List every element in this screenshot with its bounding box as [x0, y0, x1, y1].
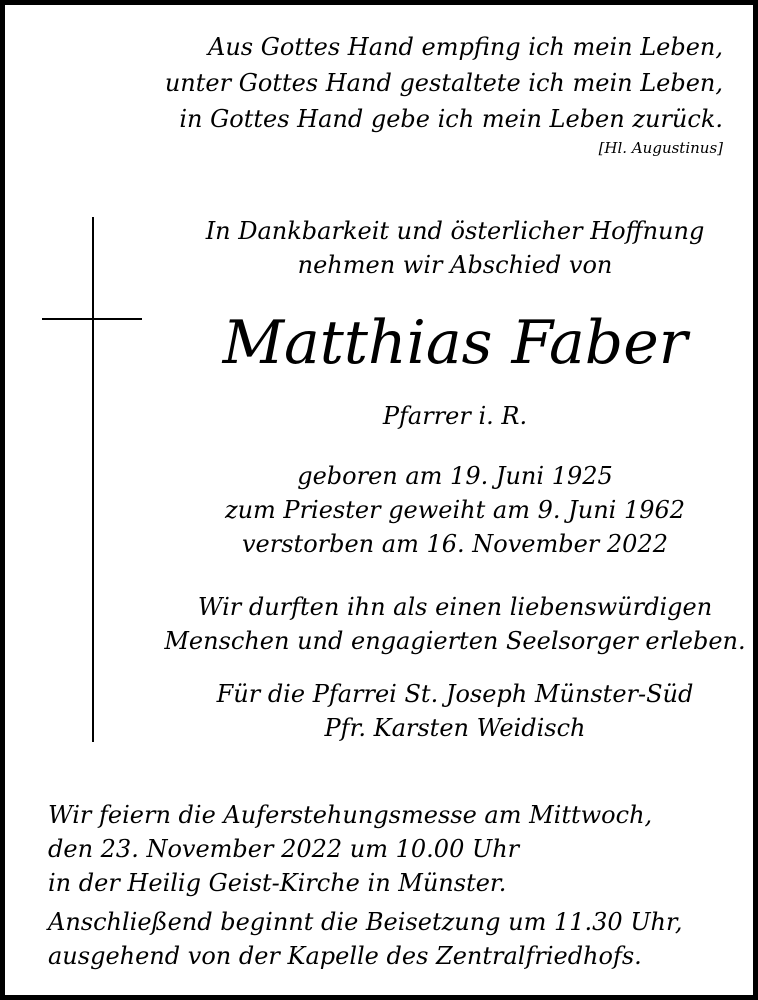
deceased-title: Pfarrer i. R. — [382, 402, 528, 430]
life-dates — [155, 459, 755, 561]
cross-vertical-bar — [92, 217, 94, 742]
parish-name: Für die Pfarrei St. Joseph Münster-Süd — [216, 680, 694, 708]
service-line: den 23. November 2022 um 10.00 Uhr — [48, 835, 520, 863]
motto-source: [Hl. Augustinus] — [598, 139, 723, 157]
service-details — [48, 798, 682, 973]
tribute-line: Menschen und engagierten Seelsorger erleben. — [164, 627, 746, 655]
deceased-name: Matthias Faber — [222, 308, 688, 378]
ordination-date-line: zum Priester geweiht am 9. Juni 1962 — [224, 496, 686, 524]
intro-line: nehmen wir Abschied von — [297, 251, 613, 279]
motto-line: unter Gottes Hand gestaltete ich mein Leben, — [164, 69, 723, 97]
death-date-line: verstorben am 16. November 2022 — [242, 530, 668, 558]
birth-date-line: geboren am 19. Juni 1925 — [297, 462, 613, 490]
burial-line: Anschließend beginnt die Beisetzung um 11.30 Uhr, — [48, 908, 683, 936]
tribute-line: Wir durften ihn als einen liebenswürdigen — [197, 593, 713, 621]
motto-line: in Gottes Hand gebe ich mein Leben zurück. — [179, 105, 723, 133]
intro-line: In Dankbarkeit und österlicher Hoffnung — [205, 217, 705, 245]
motto-quote — [165, 29, 723, 158]
motto-line: Aus Gottes Hand empfing ich mein Leben, — [208, 33, 723, 61]
cross-horizontal-bar — [42, 318, 142, 320]
service-line: Wir feiern die Auferstehungsmesse am Mittwoch, — [48, 801, 653, 829]
signatory-name: Pfr. Karsten Weidisch — [324, 714, 586, 742]
signature-block — [155, 677, 755, 745]
intro-text — [155, 214, 755, 282]
burial-line: ausgehend von der Kapelle des Zentralfriedhofs. — [48, 942, 642, 970]
service-line: in der Heilig Geist-Kirche in Münster. — [48, 869, 507, 897]
tribute-text — [155, 590, 755, 658]
